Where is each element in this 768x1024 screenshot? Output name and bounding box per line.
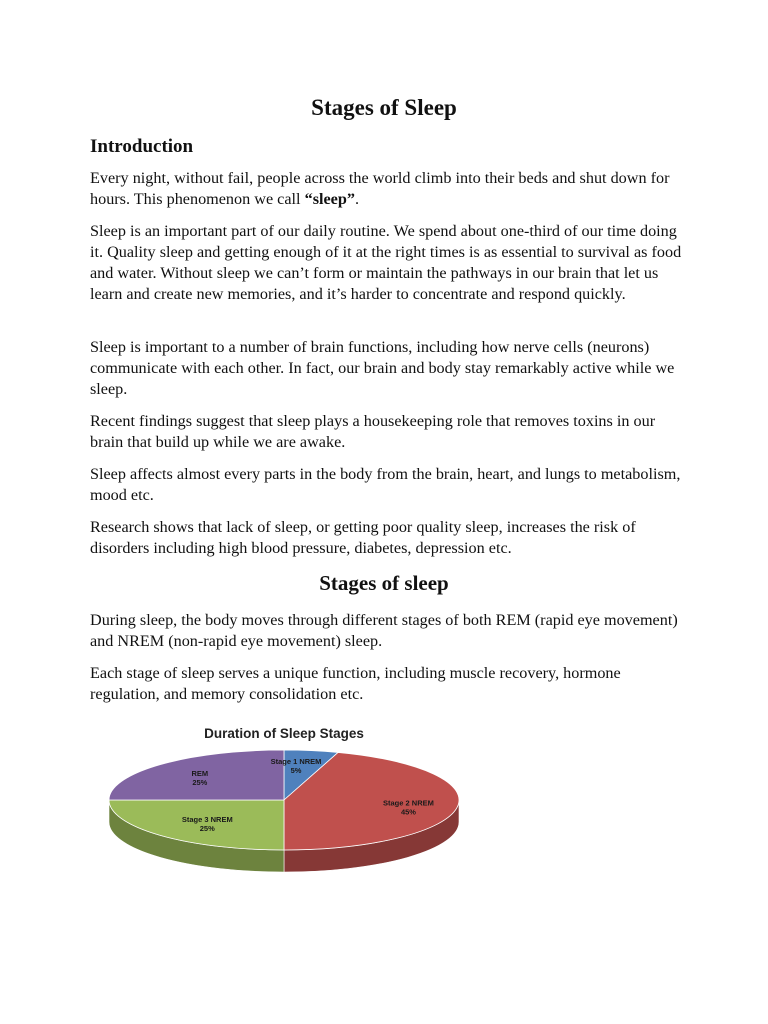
pie-label-value: 45%: [400, 807, 416, 817]
pie-chart-svg: [100, 718, 470, 918]
intro-paragraph-3: Sleep is important to a number of brain functions, including how nerve cells (neurons) communicate with each other. In fact, our brain and body stay remarkably active while we sleep.: [90, 338, 675, 398]
pie-label-name: Stage 3 NREM: [181, 814, 233, 824]
intro-paragraph-2: Sleep is an important part of our daily routine. We spend about one-third of our time doing it. Quality sleep and getting enough of it at the right times is as essential to survival as food and water. Without sleep we can’t form or maintain the pathways in our brain that let us learn and create new memories, and it’s harder to concentrate and respond quickly.: [90, 222, 682, 303]
document-title: Stages of Sleep: [311, 95, 457, 120]
intro-p1-end: .: [354, 190, 360, 208]
intro-paragraph-1: [90, 168, 685, 210]
sleep-stages-pie-chart: [100, 718, 470, 918]
pie-label-name: Stage 2 NREM: [383, 798, 434, 808]
intro-paragraph-5: Sleep affects almost every parts in the body from the brain, heart, and lungs to metabolism, mood etc.: [90, 465, 681, 504]
stages-paragraph-1: During sleep, the body moves through different stages of both REM (rapid eye movement) and NREM (non-rapid eye movement) sleep.: [90, 611, 678, 650]
pie-label-rem: [192, 769, 209, 787]
stages-heading: Stages of sleep: [319, 571, 449, 595]
introduction-heading: Introduction: [90, 136, 194, 157]
pie-label-value: 25%: [199, 823, 215, 833]
intro-paragraph-4: Recent findings suggest that sleep plays a housekeeping role that removes toxins in our brain that build up while we are awake.: [90, 412, 656, 451]
pie-label-value: 25%: [192, 777, 208, 787]
pie-label-value: 5%: [290, 766, 302, 775]
intro-p1-text: Every night, without fail, people across the world climb into their beds and shut down for hours. This phenomenon we call: [90, 169, 670, 208]
stages-paragraph-2: Each stage of sleep serves a unique function, including muscle recovery, hormone regulation, and memory consolidation etc.: [90, 664, 621, 703]
pie-label-name: REM: [191, 768, 209, 778]
intro-paragraph-6: Research shows that lack of sleep, or getting poor quality sleep, increases the risk of disorders including high blood pressure, diabetes, depression etc.: [90, 518, 636, 557]
sleep-term: “sleep”: [304, 190, 355, 208]
pie-label-name: Stage 1 NREM: [270, 757, 322, 766]
chart-title: Duration of Sleep Stages: [204, 726, 364, 741]
